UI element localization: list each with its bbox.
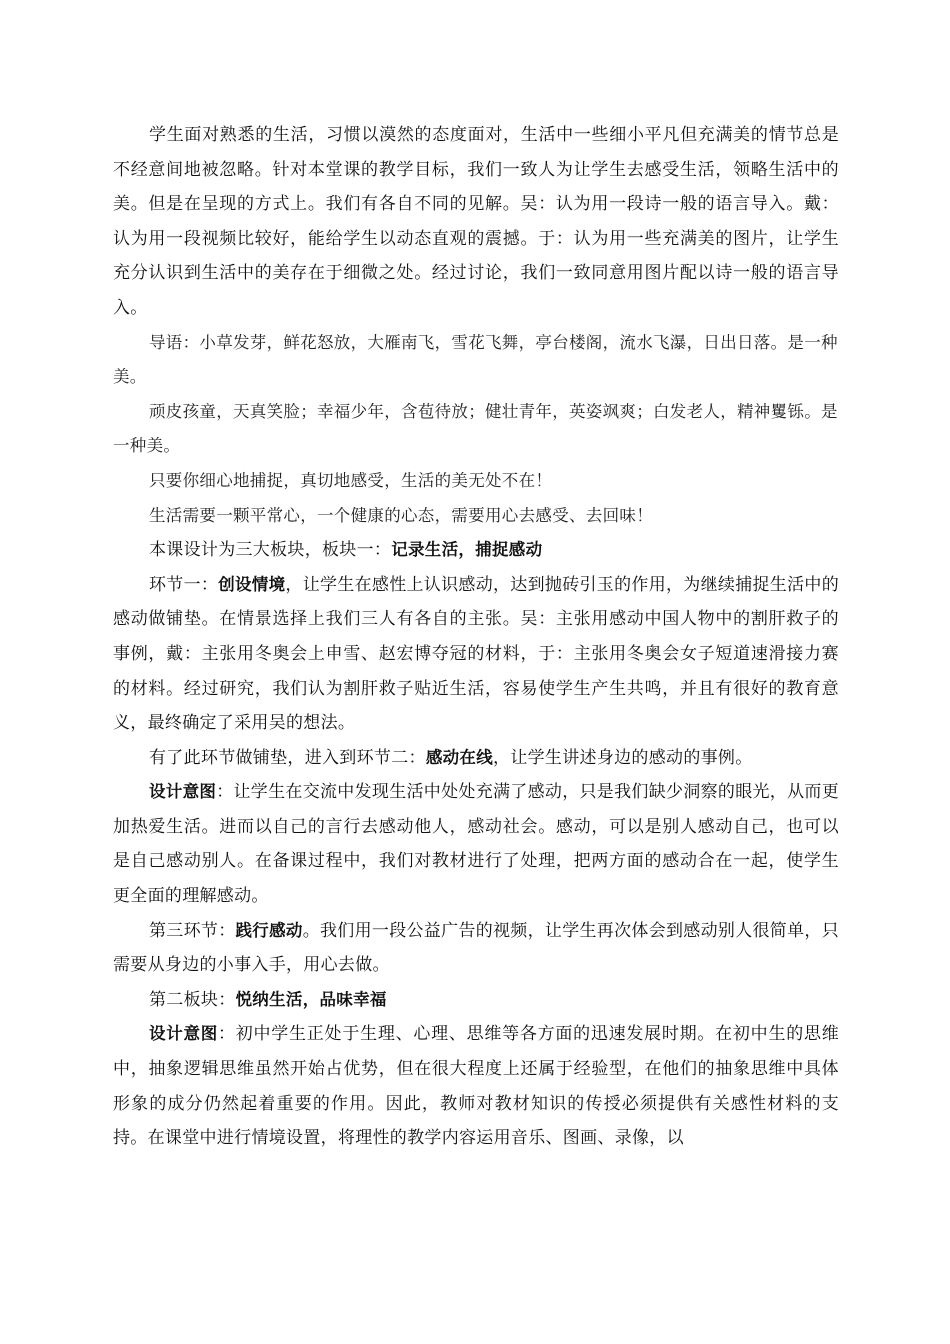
paragraph-intro: 学生面对熟悉的生活，习惯以漠然的态度面对，生活中一些细小平凡但充满美的情节总是不经意间地被忽略。针对本堂课的教学目标，我们一致人为让学生去感受生活，领略生活中的美。但是在呈现的方式上。我们有各自不同的见解。吴：认为用一段诗一般的语言导入。戴：认为用一段视频比较好，能给学生以动态直观的震撼。于：认为用一些充满美的图片，让学生充分认识到生活中的美存在于细微之处。经过讨论，我们一致同意用图片配以诗一般的语言导入。 [113, 125, 839, 318]
paragraph-lead-in: 导语：小草发芽，鲜花怒放，大雁南飞，雪花飞舞，亭台楼阁，流水飞瀑，日出日落。是一种美。 [113, 332, 838, 387]
paragraph-step-one [113, 568, 839, 741]
design-intent-two-text: ：初中学生正处于生理、心理、思维等各方面的迅速发展时期。在初中生的思维中，抽象逻辑思维虽然开始占优势，但在很大程度上还属于经验型，在他们的抽象思维中具体形象的成分仍然起着重要的作用。因此，教师对教材知识的传授必须提供有关感性材料的支持。在课堂中进行情境设置，将理性的教学内容运用音乐、图画、录像，以 [113, 1024, 840, 1149]
step-two-prefix: 有了此环节做铺垫，进入到环节二： [149, 747, 426, 768]
paragraph-step-three [113, 914, 839, 983]
step-three-title: 践行感动 [235, 920, 303, 940]
document-page [113, 118, 839, 1156]
design-intent-one-text: ：让学生在交流中发现生活中处处充满了感动，只是我们缺少洞察的眼光，从而更加热爱生活。进而以自己的言行去感动他人，感动社会。感动，可以是别人感动自己，也可以是自己感动别人。在备课过程中，我们对教材进行了处理，把两方面的感动合在一起，使学生更全面的理解感动。 [113, 782, 840, 907]
step-three-prefix: 第三环节： [149, 920, 236, 941]
design-intent-two-title: 设计意图 [149, 1024, 219, 1044]
paragraph-capture: 只要你细心地捕捉，真切地感受，生活的美无处不在！ [149, 470, 553, 490]
section-one-text: 本课设计为三大板块，板块一： [149, 540, 392, 561]
step-one-text: ，让学生在感性上认识感动，达到抛砖引玉的作用，为继续捕捉生活中的感动做铺垫。在情景选择上我们三人有各自的主张。吴：主张用感动中国人物中的割肝救子的事例，戴：主张用冬奥会上申雪、赵宏博夺冠的材料，于：主张用冬奥会女子短道速滑接力赛的材料。经过研究，我们认为割肝救子贴近生活，容易使学生产生共鸣，并且有很好的教育意义，最终确定了采用吴的想法。 [113, 574, 840, 734]
paragraph-section-two [113, 983, 839, 1018]
step-one-prefix: 环节一： [149, 574, 219, 595]
paragraph-heart: 生活需要一颗平常心，一个健康的心态，需要用心去感受、去回味！ [149, 505, 653, 525]
step-two-title: 感动在线 [425, 747, 494, 767]
design-intent-one-title: 设计意图 [149, 782, 217, 802]
section-two-prefix: 第二板块： [149, 989, 236, 1010]
paragraph-design-intent-two [113, 1017, 839, 1155]
section-two-title: 悦纳生活，品味幸福 [235, 989, 387, 1009]
section-one-title: 记录生活，捕捉感动 [391, 540, 543, 560]
paragraph-step-two [113, 741, 839, 776]
step-one-title: 创设情境 [218, 574, 286, 594]
paragraph-design-intent-one [113, 775, 839, 913]
paragraph-people: 顽皮孩童，天真笑脸；幸福少年，含苞待放；健壮青年，英姿飒爽；白发老人，精神矍铄。是一种美。 [113, 401, 838, 456]
paragraph-section-one [113, 533, 839, 568]
step-three-text: 。我们用一段公益广告的视频，让学生再次体会到感动别人很简单，只需要从身边的小事入手，用心去做。 [113, 920, 840, 976]
step-two-text: ，让学生讲述身边的感动的事例。 [493, 747, 753, 768]
